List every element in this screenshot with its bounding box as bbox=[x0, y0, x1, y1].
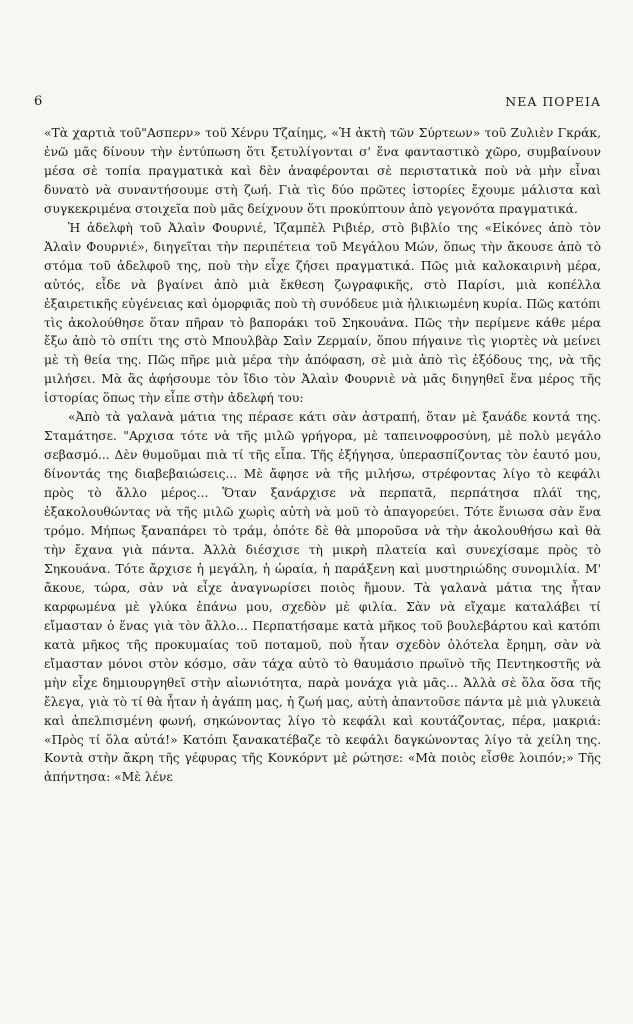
body-text bbox=[44, 124, 601, 787]
running-header bbox=[34, 94, 601, 112]
paragraph-2: Ἡ ἀδελφὴ τοῦ Ἀλαὶν Φουρνιέ, Ἰζαμπὲλ Ριβιέρ, στὸ βιβλίο της «Εἰκόνες ἀπὸ τὸν Ἀλαὶν Φουρνιέ», διηγεῖται τὴν περιπέτεια τοῦ Μεγάλου Μών, ὅπως τὴν ἄκουσε ἀπὸ τὸ στόμα τοῦ ἀδελφοῦ της, ποὺ τὴν εἶχε ζήσει πραγματικά. Πῶς μιὰ καλοκαιρινὴ μέρα, αὐτός, εἶδε νὰ βγαίνει ἀπὸ μιὰ ἔκθεση ζωγραφικῆς, στὸ Παρίσι, μιὰ κοπέλλα ἐξαιρετικῆς εὐγένειας καὶ ὀμορφιᾶς ποὺ τὴ συνόδευε μιὰ ἡλικιωμένη κυρία. Πῶς κατόπι τὶς ἀκολούθησε ὅταν πῆραν τὸ βαπoράκι τοῦ Σηκουάνα. Πῶς τὴν περίμενε κάθε μέρα ἔξω ἀπὸ τὸ σπίτι της στὸ Μπουλβὰρ Σαὶν Ζερμαίν, ὅπου πήγαινε τὶς γιορτὲς νὰ μείνει μὲ τὴ θεία της. Πῶς πῆρε μιὰ μέρα τὴν ἀπόφαση, σὲ μιὰ ἀπὸ τὶς ἐξόδους της, νὰ τῆς μιλήσει. Μὰ ἂς ἀφήσουμε τὸν ἴδιο τὸν Ἀλαὶν Φουρνιὲ νὰ μᾶς διηγηθεῖ ἕνα μέρος τῆς ἱστορίας ὅπως τὴν εἶπε στὴν ἀδελφή του: bbox=[44, 220, 601, 406]
journal-title: ΝΕΑ ΠΟΡΕΙΑ bbox=[505, 94, 601, 109]
page-number: 6 bbox=[34, 94, 43, 109]
paragraph-1: «Τὰ χαρτιὰ τοῦ"Ασπερν» τοῦ Χένρυ Τζαίημς, «Ἡ ἀκτὴ τῶν Σύρτεων» τοῦ Ζυλιὲν Γκράκ, ἐνῶ μᾶς δίνουν τὴν ἐντύπωση ὅτι ξετυλίγονται σ' ἕνα φανταστικὸ χῶρο, συμβαίνουν μέσα σὲ τοπία πραγματικὰ καὶ δὲν ἀναφέρονται σὲ περιστατικὰ ποὺ νὰ μὴν εἶναι δυνατὸ νὰ συναντήσουμε στὴ ζωή. Γιὰ τὶς δύο πρῶτες ἱστορίες ἔχουμε μάλιστα καὶ συγκεκριμένα στοιχεῖα ποὺ μᾶς δείχνουν ὅτι προκύπτουν ἀπὸ γεγονότα πραγματικά. bbox=[44, 126, 601, 216]
paragraph-3: «Ἀπὸ τὰ γαλανὰ μάτια της πέρασε κάτι σὰν ἀστραπή, ὅταν μὲ ξανάδε κοντά της. Σταμάτησε. "Αρχισα τότε νὰ τῆς μιλῶ γρήγορα, μὲ ταπεινοφροσύνη, μὲ πολὺ μεγάλο σεβασμό... Δὲν θυμοῦμαι πιὰ τί τῆς εἶπα. Τῆς ἐξήγησα, ὑπερασπίζοντας τὸν ἑαυτό μου, δίνοντάς της διαβεβαιώσεις... Μὲ ἄφησε νὰ τῆς μιλήσω, στρέφοντας λίγο τὸ κεφάλι πρὸς τὸ ἄλλο μέρος... Ὅταν ξανάρχισε νὰ περπατᾶ, περπάτησα πλάϊ της, ἐξακολουθώντας νὰ τῆς μιλῶ χωρὶς αὐτὴ νὰ μοῦ τὸ ἀπαγορεύει. Τότε ἔνιωσα σὰν ἕνα τρόμο. Μήπως ξαναπάρει τὸ τράμ, ὁπότε δὲ θὰ μποροῦσα νὰ τὴν ἀκολουθήσω καὶ θὰ τὴν ἔχανα γιὰ πάντα. Ἀλλὰ διέσχισε τὴ μικρὴ πλατεία καὶ συνεχίσαμε πρὸς τὸ Σηκουάνα. Τότε ἄρχισε ἡ μεγάλη, ἡ ὡραία, ἡ παράξενη καὶ μυστηριώδης συνομιλία. Μ' ἄκουε, τώρα, σὰν νὰ εἶχε ἀναγνωρίσει ποιὸς ἤμουν. Τὰ γαλανὰ μάτια της ἦταν καρφωμένα μὲ γλύκα ἐπάνω μου, σχεδὸν μὲ φιλία. Σὰν νὰ εἴχαμε καταλάβει τί εἴμασταν ὁ ἕνας γιὰ τὸν ἄλλο... Περπατήσαμε κατὰ μῆκος τοῦ βουλεβάρτου καὶ κατόπι κατὰ μῆκος τῆς προκυμαίας τοῦ ποταμοῦ, ποὺ ἦταν σχεδὸν ὁλότελα ἔρημη, σὰν νὰ εἴμασταν μόνοι στὸν κόσμο, σὰν τάχα αὐτὸ τὸ θαυμάσιο πρωϊνὸ τῆς Πεντηκοστῆς νὰ μὴν εἶχε δημιουργηθεῖ στὴν αἰωνιότητα, παρὰ μονάχα γιὰ μᾶς... Ἀλλὰ σὲ ὅλα ὅσα τῆς ἔλεγα, γιὰ τὸ τί θὰ ἦταν ἡ ἀγάπη μας, ἡ ζωή μας, αὐτὴ ἀπαντοῦσε πάντα μὲ μιὰ γλυκειὰ καὶ ἀπελπισμένη φωνή, σηκώνοντας λίγο τὸ κεφάλι καὶ κουτάζοντας, πέρα, μακριά: «Πρὸς τί ὅλα αὐτά!» Κατόπι ξανακατέβαζε τὸ κεφάλι δαγκώνοντας λίγο τὰ χείλη της. Κοντὰ στὴν ἄκρη τῆς γέφυρας τῆς Κονκόρντ μὲ ρώτησε: «Μὰ ποιὸς εἶσθε λοιπόν;» Τῆς ἀπήντησα: «Μὲ λένε bbox=[44, 410, 601, 785]
